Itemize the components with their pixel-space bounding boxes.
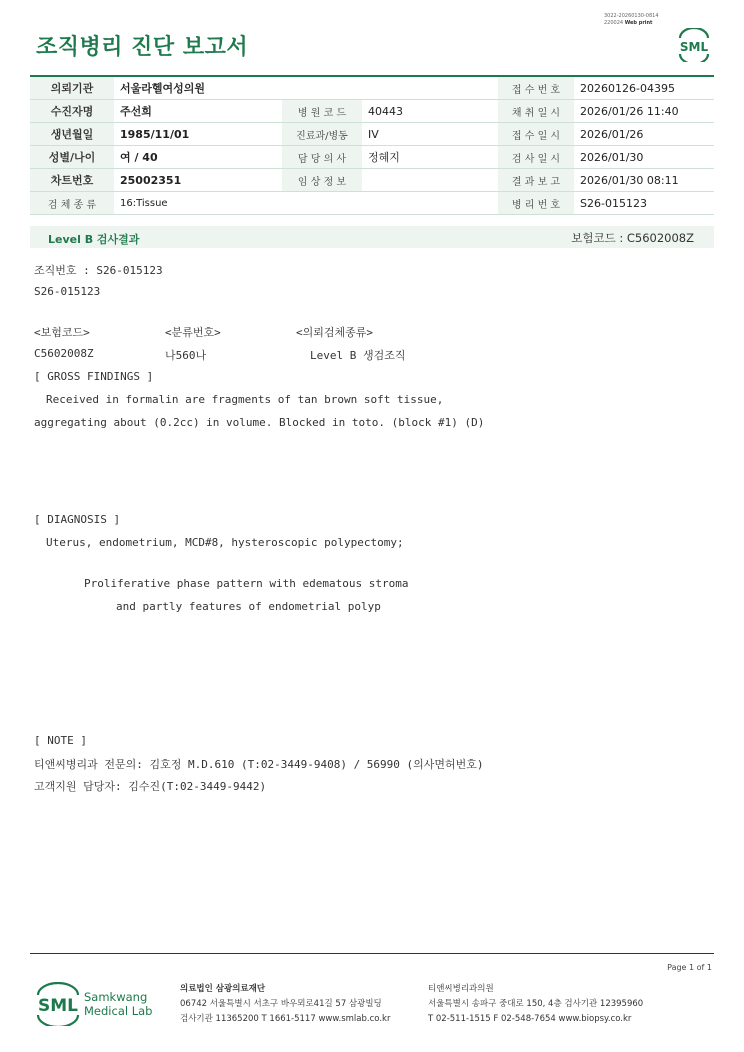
classification-value: 나560나 bbox=[165, 349, 207, 362]
result-band-title: Level B 검사결과 bbox=[48, 233, 140, 246]
tissue-number-repeat: S26-015123 bbox=[34, 285, 101, 298]
diagnosis-line: Uterus, endometrium, MCD#8, hysteroscopic polypectomy; bbox=[46, 536, 404, 549]
collect-date-value: 2026/01/26 11:40 bbox=[574, 100, 714, 123]
footer-clinic-name: 티앤씨병리과의원 bbox=[428, 984, 494, 994]
receipt-no-value: 20260126-04395 bbox=[574, 76, 714, 100]
web-print-label: Web print bbox=[624, 20, 653, 26]
report-title: 조직병리 진단 보고서 bbox=[36, 35, 249, 60]
footer-logo-name2: Medical Lab bbox=[84, 1004, 153, 1018]
footer-divider bbox=[30, 953, 714, 954]
insurance-code: 보험코드 : C5602008Z bbox=[571, 231, 694, 245]
table-row bbox=[30, 146, 714, 169]
report-date-label: 결 과 보 고 bbox=[498, 169, 574, 192]
table-row bbox=[30, 76, 714, 100]
sex-age-label: 성별/나이 bbox=[30, 146, 114, 169]
dept-label: 진료과/병동 bbox=[282, 123, 362, 146]
document-code bbox=[604, 13, 684, 27]
receipt-no-label: 접 수 번 호 bbox=[498, 76, 574, 100]
insurance-code-header: <보험코드> bbox=[34, 326, 90, 339]
tissue-number: 조직번호 : S26-015123 bbox=[34, 264, 163, 277]
hospital-code-value: 40443 bbox=[362, 100, 498, 123]
hospital-code-label: 병 원 코 드 bbox=[282, 100, 362, 123]
page-number: Page 1 of 1 bbox=[667, 963, 712, 972]
footer-lab-address: 06742 서울특별시 서초구 바우뫼로41길 57 삼광빌딩 bbox=[180, 999, 382, 1009]
exam-date-label: 검 사 일 시 bbox=[498, 146, 574, 169]
path-no-value: S26-015123 bbox=[574, 192, 714, 215]
footer-logo-text: SML bbox=[38, 996, 78, 1016]
result-band bbox=[30, 226, 714, 248]
requester-value: 서울라헬여성의원 bbox=[114, 76, 498, 100]
specimen-value: 16:Tissue bbox=[114, 192, 498, 215]
chart-label: 차트번호 bbox=[30, 169, 114, 192]
dob-value: 1985/11/01 bbox=[114, 123, 282, 146]
dob-label: 생년월일 bbox=[30, 123, 114, 146]
receipt-date-value: 2026/01/26 bbox=[574, 123, 714, 146]
exam-date-value: 2026/01/30 bbox=[574, 146, 714, 169]
footer-lab-name: 의료법인 삼광의료재단 bbox=[180, 984, 266, 994]
doctor-label: 담 당 의 사 bbox=[282, 146, 362, 169]
chart-value: 25002351 bbox=[114, 169, 282, 192]
table-row bbox=[30, 169, 714, 192]
specimen-label: 검 체 종 류 bbox=[30, 192, 114, 215]
insurance-code-value: C5602008Z bbox=[34, 347, 94, 360]
sml-logo-icon bbox=[676, 28, 712, 62]
diagnosis-line: Proliferative phase pattern with edematous stroma bbox=[84, 577, 409, 590]
clinical-value bbox=[362, 169, 498, 192]
gross-findings-line: aggregating about (0.2cc) in volume. Blocked in toto. (block #1) (D) bbox=[34, 416, 485, 429]
table-row bbox=[30, 192, 714, 215]
patient-info-table bbox=[30, 75, 714, 215]
gross-findings-heading: [ GROSS FINDINGS ] bbox=[34, 370, 154, 383]
footer-lab-info bbox=[180, 982, 390, 1027]
gross-findings-line: Received in formalin are fragments of tan brown soft tissue, bbox=[46, 393, 444, 406]
classification-header: <분류번호> bbox=[165, 326, 221, 339]
footer-clinic-contact: T 02-511-1515 F 02-548-7654 www.biopsy.co.kr bbox=[428, 1014, 632, 1024]
note-line: 티앤씨병리과 전문의: 김호정 M.D.610 (T:02-3449-9408) / 56990 (의사면허번호) bbox=[34, 758, 484, 771]
sex-age-value: 여 / 40 bbox=[114, 146, 282, 169]
receipt-date-label: 접 수 일 시 bbox=[498, 123, 574, 146]
footer-logo-name1: Samkwang bbox=[84, 990, 148, 1004]
diagnosis-heading: [ DIAGNOSIS ] bbox=[34, 513, 121, 526]
table-row bbox=[30, 123, 714, 146]
document-code-line1: 3022-20260130-0814 bbox=[604, 13, 659, 19]
table-row bbox=[30, 100, 714, 123]
specimen-type-value: Level B 생검조직 bbox=[310, 349, 406, 362]
footer-clinic-address: 서울특별시 송파구 중대로 150, 4층 검사기관 12395960 bbox=[428, 999, 644, 1009]
footer-clinic-info bbox=[428, 982, 643, 1027]
note-heading: [ NOTE ] bbox=[34, 734, 87, 747]
requester-label: 의뢰기관 bbox=[30, 76, 114, 100]
clinical-label: 임 상 정 보 bbox=[282, 169, 362, 192]
footer-lab-contact: 검사기관 11365200 T 1661-5117 www.smlab.co.kr bbox=[180, 1014, 391, 1024]
specimen-type-header: <의뢰검체종류> bbox=[296, 326, 374, 339]
collect-date-label: 채 취 일 시 bbox=[498, 100, 574, 123]
document-code-line2: 220024 bbox=[604, 20, 624, 26]
doctor-value: 정혜지 bbox=[362, 146, 498, 169]
patient-label: 수진자명 bbox=[30, 100, 114, 123]
samkwang-logo-icon bbox=[36, 982, 166, 1026]
dept-value: IV bbox=[362, 123, 498, 146]
logo-text: SML bbox=[679, 40, 709, 54]
note-line: 고객지원 담당자: 김수진(T:02-3449-9442) bbox=[34, 780, 267, 793]
patient-value: 주선희 bbox=[114, 100, 282, 123]
path-no-label: 병 리 번 호 bbox=[498, 192, 574, 215]
report-date-value: 2026/01/30 08:11 bbox=[574, 169, 714, 192]
diagnosis-line: and partly features of endometrial polyp bbox=[116, 600, 381, 613]
